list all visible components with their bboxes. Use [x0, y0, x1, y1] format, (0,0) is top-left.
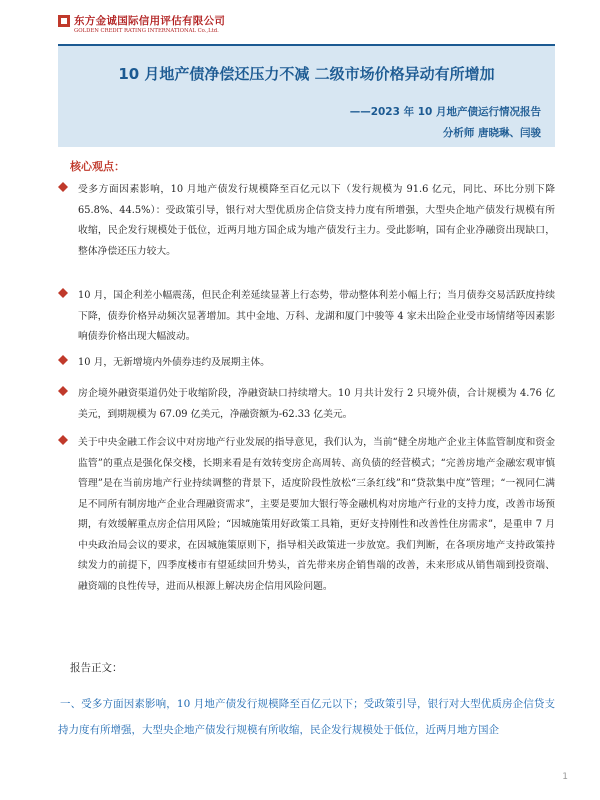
- report-body-label: 报告正文：: [70, 662, 123, 674]
- key-points-heading: 核心观点：: [70, 160, 125, 173]
- key-point-text: 受多方面因素影响，10 月地产债发行规模降至百亿元以下（发行规模为 91.6 亿元，同比、环比分别下降 65.8%、44.5%）：受政策引导，银行对大型优质房企信贷支持力度有所增强，大型央企地产债发行规模有所收缩，民企发行规模处于低位，近两月地方国企成为地产债发行主力。受此影响，国有企业净融资出现缺口，整体净偿还压力较大。: [78, 184, 555, 257]
- key-point-item: [58, 433, 555, 597]
- key-point-text: 10 月，无新增境内外债券违约及展期主体。: [78, 357, 270, 368]
- logo-english-name: GOLDEN CREDIT RATING INTERNATIONAL Co.,Ltd.: [74, 28, 219, 34]
- company-logo: [58, 13, 258, 39]
- report-title: 10 月地产债净偿还压力不减 二级市场价格异动有所增加: [118, 65, 495, 83]
- diamond-bullet-icon: [58, 182, 68, 192]
- key-point-text: 10 月，国企利差小幅震荡，但民企利差延续显著上行态势，带动整体利差小幅上行；当月债券交易活跃度持续下降，债券价格异动频次显著增加。其中金地、万科、龙湖和厦门中骏等 4 家未出险企业受市场情绪等因素影响债券价格出现大幅波动。: [78, 290, 555, 342]
- key-point-text: 房企境外融资渠道仍处于收缩阶段，净融资缺口持续增大。10 月共计发行 2 只境外债，合计规模为 4.76 亿美元，到期规模为 67.09 亿美元，净融资额为-62.33 亿美元。: [78, 388, 555, 420]
- key-point-item: [58, 286, 555, 348]
- key-point-item: [58, 180, 555, 262]
- analyst-names: 分析师 唐晓琳、闫骏: [442, 127, 541, 139]
- diamond-bullet-icon: [58, 435, 68, 445]
- key-point-item: [58, 353, 555, 374]
- logo-mark-icon: [58, 15, 70, 27]
- report-subtitle: ——2023 年 10 月地产债运行情况报告: [349, 106, 541, 118]
- title-banner: [58, 44, 555, 147]
- key-point-item: [58, 384, 555, 425]
- logo-chinese-name: 东方金诚国际信用评估有限公司: [74, 15, 226, 27]
- diamond-bullet-icon: [58, 386, 68, 396]
- diamond-bullet-icon: [58, 288, 68, 298]
- section-one-heading: 一、受多方面因素影响，10 月地产债发行规模降至百亿元以下；受政策引导，银行对大型优质房企信贷支持力度有所增强，大型央企地产债发行规模有所收缩，民企发行规模处于低位，近两月地方国企: [58, 698, 555, 736]
- diamond-bullet-icon: [58, 355, 68, 365]
- page-number: 1: [562, 772, 568, 782]
- key-point-text: 关于中央金融工作会议中对房地产行业发展的指导意见，我们认为，当前“健全房地产企业主体监管制度和资金监管”的重点是强化保交楼，长期来看是有效转变房企高周转、高负债的经营模式；“完善房地产金融宏观审慎管理”是在当前房地产行业持续调整的背景下，适度阶段性放松“三条红线”和“贷款集中度”管理；“一视同仁满足不同所有制房地产企业合理融资需求”，主要是要加大银行等金融机构对房地产行业的支持力度，改善市场预期，有效缓解重点房企信用风险；“因城施策用好政策工具箱，更好支持刚性和改善性住房需求”，是重申 7 月中央政治局会议的要求，在因城施策原则下，指导相关政策进一步放宽。我们判断，在各项房地产支持政策持续发力的前提下，四季度楼市有望延续回升势头，首先带来房企销售端的改善，未来形成从销售端到投资端、融资端的良性传导，进而从根源上解决房企信用风险问题。: [78, 437, 555, 592]
